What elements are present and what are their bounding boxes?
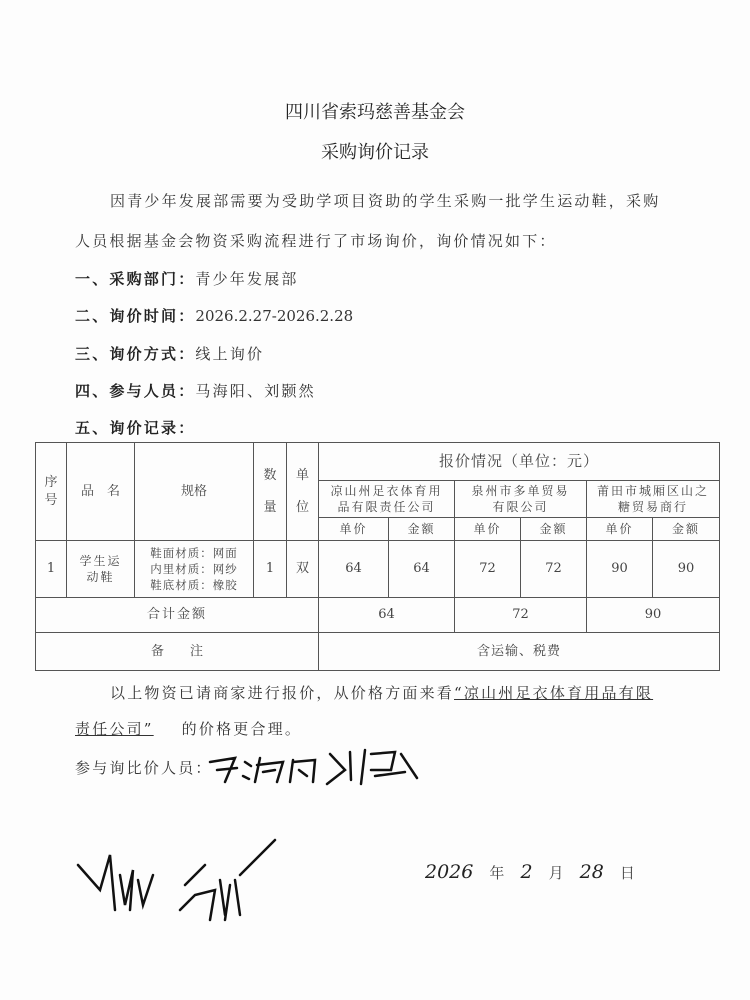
- value: 线上询价: [195, 345, 265, 363]
- chosen-vendor: “凉山州足衣体育用品有限: [454, 684, 654, 702]
- org-title: 四川省索玛慈善基金会: [285, 102, 465, 123]
- cell-name: 学生运动鞋: [67, 541, 135, 598]
- total-label: 合计金额: [36, 598, 319, 633]
- participant-signatures: [205, 740, 425, 790]
- conclusion-end: 的价格更合理。: [181, 720, 303, 738]
- label: 一、采购部门：: [75, 270, 196, 288]
- header-qty: 数量: [254, 443, 287, 541]
- header-price-2: 单价: [455, 518, 521, 541]
- item-records: [75, 417, 195, 438]
- cell-amount-2: 72: [521, 541, 587, 598]
- item-method: [75, 343, 264, 364]
- item-time: [75, 305, 353, 326]
- header-price-1: 单价: [319, 518, 389, 541]
- participants-label: 参与询比价人员：: [75, 759, 213, 777]
- header-amount-3: 金额: [653, 518, 720, 541]
- header-quote: 报价情况（单位：元）: [319, 443, 720, 481]
- item-participants: [75, 380, 316, 401]
- date-day: 28: [579, 861, 604, 883]
- cell-qty: 1: [254, 541, 287, 598]
- chosen-vendor-cont: 责任公司”: [75, 720, 154, 738]
- vendor-2: 泉州市多单贸易有限公司: [455, 481, 587, 518]
- date-year: 2026: [425, 861, 474, 883]
- cell-spec: [135, 541, 254, 598]
- header-name: 品 名: [67, 443, 135, 541]
- intro-line-1: 因青少年发展部需要为受助学项目资助的学生采购一批学生运动鞋，采购: [110, 192, 661, 210]
- header-unit: 单位: [287, 443, 319, 541]
- item-department: [75, 268, 299, 289]
- remark-label: 备 注: [36, 633, 319, 671]
- date-month-char: 月: [548, 864, 564, 882]
- cell-amount-1: 64: [389, 541, 455, 598]
- value: 马海阳、刘颢然: [195, 382, 316, 400]
- spec-sole: 鞋底材质：橡胶: [150, 578, 238, 593]
- intro-line-2: 人员根据基金会物资采购流程进行了市场询价，询价情况如下：: [75, 232, 557, 250]
- label: 二、询价时间：: [75, 307, 196, 325]
- header-amount-1: 金额: [389, 518, 455, 541]
- header-no: 序号: [36, 443, 67, 541]
- date-year-char: 年: [489, 864, 505, 882]
- cell-no: 1: [36, 541, 67, 598]
- vendor-3: 莆田市城厢区山之糖贸易商行: [587, 481, 720, 518]
- cell-price-1: 64: [319, 541, 389, 598]
- signing-date: [425, 861, 635, 883]
- date-month: 2: [520, 861, 533, 883]
- quote-table: [35, 442, 720, 671]
- conclusion-line-2: [75, 718, 302, 739]
- cell-amount-3: 90: [653, 541, 720, 598]
- total-3: 90: [587, 598, 720, 633]
- total-2: 72: [455, 598, 587, 633]
- cell-unit: 双: [287, 541, 319, 598]
- value: 2026.2.27-2026.2.28: [195, 307, 354, 325]
- doc-title: 采购询价记录: [321, 142, 429, 163]
- header-price-3: 单价: [587, 518, 653, 541]
- spec-upper: 鞋面材质：网面: [150, 545, 238, 560]
- label: 五、询价记录：: [75, 419, 196, 437]
- handwritten-signatures: [75, 835, 285, 925]
- conclusion-text: 以上物资已请商家进行报价，从价格方面来看: [110, 684, 455, 702]
- total-1: 64: [319, 598, 455, 633]
- cell-price-2: 72: [455, 541, 521, 598]
- header-amount-2: 金额: [521, 518, 587, 541]
- header-spec: 规格: [135, 443, 254, 541]
- cell-price-3: 90: [587, 541, 653, 598]
- spec-lining: 内里材质：网纱: [150, 561, 238, 576]
- remark-value: 含运输、税费: [319, 633, 720, 671]
- date-day-char: 日: [619, 864, 635, 882]
- label: 四、参与人员：: [75, 382, 196, 400]
- value: 青少年发展部: [195, 270, 299, 288]
- label: 三、询价方式：: [75, 345, 196, 363]
- table-row: [36, 541, 720, 598]
- conclusion-line-1: [110, 682, 653, 703]
- vendor-1: 凉山州足衣体育用品有限责任公司: [319, 481, 455, 518]
